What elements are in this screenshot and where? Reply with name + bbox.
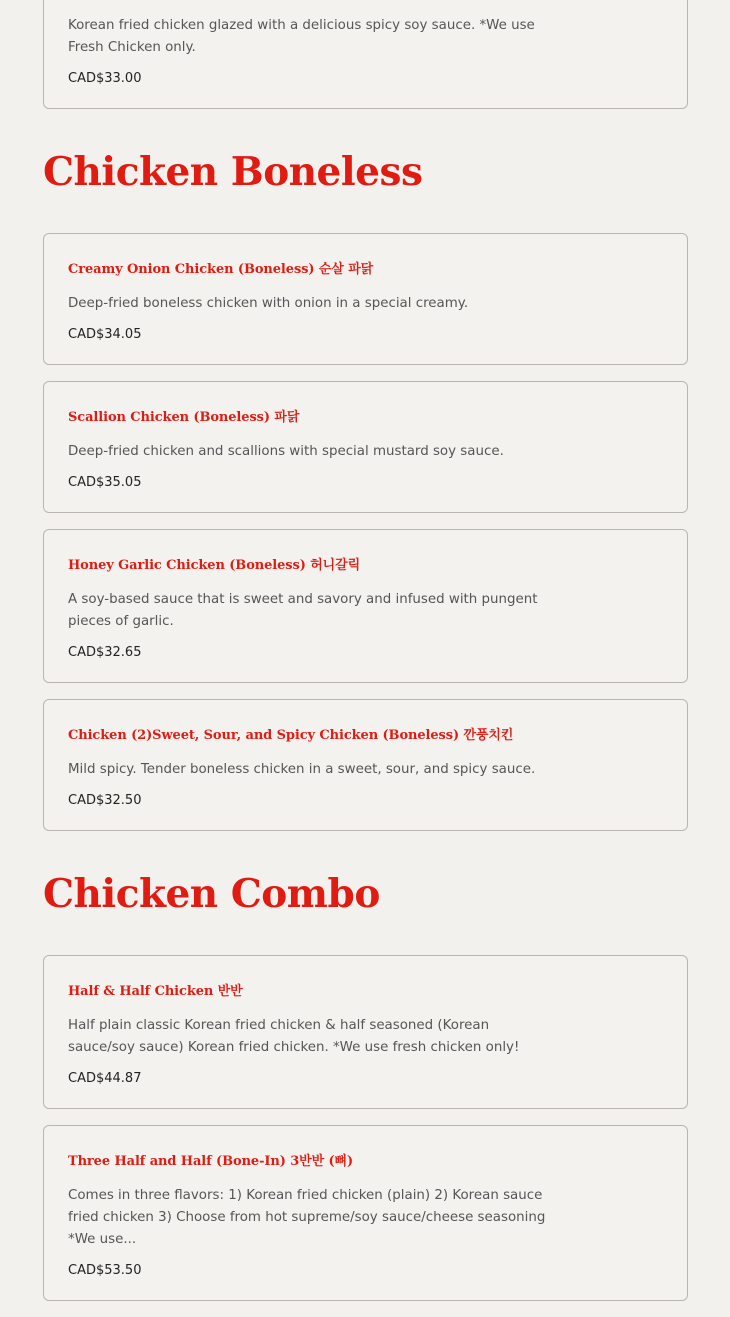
item-description: Korean fried chicken glazed with a delicious spicy soy sauce. *We use Fresh Chicken only. (68, 18, 535, 55)
item-description: Deep-fried boneless chicken with onion in a special creamy. (68, 296, 469, 311)
menu-item-card[interactable] (43, 529, 688, 683)
item-price: CAD$33.00 (68, 71, 142, 86)
item-description: Half plain classic Korean fried chicken & half seasoned (Korean sauce/soy sauce) Korean fried chicken. *We use fresh chicken only! (68, 1018, 520, 1055)
item-name: Scallion Chicken (Boneless) 파닭 (68, 410, 300, 425)
item-name: Half & Half Chicken 반반 (68, 984, 243, 999)
menu-item-card[interactable] (43, 699, 688, 831)
menu-item-card[interactable] (43, 381, 688, 513)
item-price: CAD$53.50 (68, 1263, 142, 1278)
menu-item-card[interactable] (43, 233, 688, 365)
menu-item-card[interactable] (43, 1125, 688, 1301)
item-price: CAD$35.05 (68, 475, 142, 490)
menu-item-card[interactable] (43, 955, 688, 1109)
section-title-chicken-boneless: Chicken Boneless (43, 149, 423, 195)
item-name: Chicken (2)Sweet, Sour, and Spicy Chicken (Boneless) 깐풍치킨 (68, 728, 514, 743)
item-price: CAD$44.87 (68, 1071, 142, 1086)
item-name: Honey Garlic Chicken (Boneless) 허니갈릭 (68, 558, 361, 573)
item-price: CAD$32.50 (68, 793, 142, 808)
item-price: CAD$32.65 (68, 645, 142, 660)
menu-item-card[interactable] (43, 0, 688, 109)
section-title-chicken-combo: Chicken Combo (43, 871, 380, 917)
item-description: Deep-fried chicken and scallions with special mustard soy sauce. (68, 444, 504, 459)
item-name: Creamy Onion Chicken (Boneless) 순살 파닭 (68, 262, 374, 277)
item-price: CAD$34.05 (68, 327, 142, 342)
item-description: A soy-based sauce that is sweet and savory and infused with pungent pieces of garlic. (68, 592, 538, 629)
item-description: Mild spicy. Tender boneless chicken in a sweet, sour, and spicy sauce. (68, 762, 536, 777)
item-description: Comes in three flavors: 1) Korean fried chicken (plain) 2) Korean sauce fried chicken 3) Choose from hot supreme/soy sauce/cheese seasoning *We use... (68, 1188, 546, 1247)
menu-list (43, 0, 688, 1317)
item-name: Three Half and Half (Bone-In) 3반반 (뼈) (68, 1154, 354, 1169)
